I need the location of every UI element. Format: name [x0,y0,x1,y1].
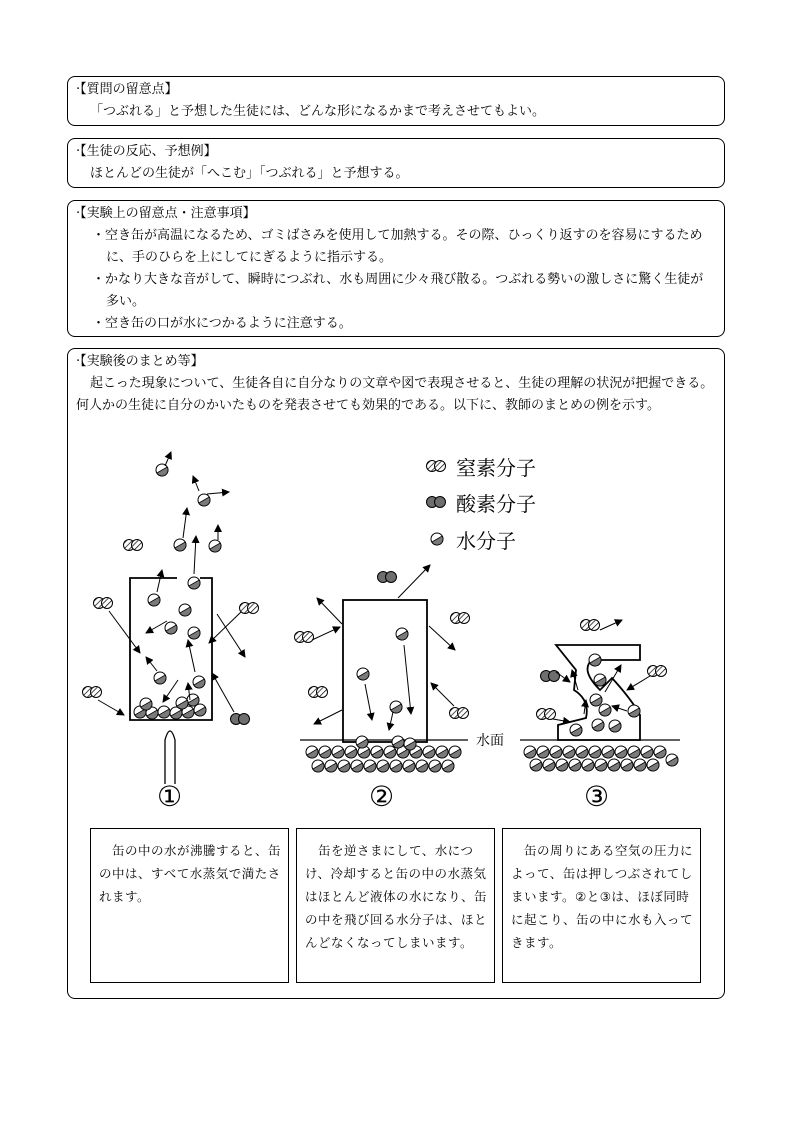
note-bullet-1: ・空き缶が高温になるため、ゴミばさみを使用して加熱する。その際、ひっくり返すのを容易にするために、手のひらを上にしてにぎるように指示する。 [92,228,703,265]
caption-3: 缶の周りにある空気の圧力によって、缶は押しつぶされてしまいます。②と③は、ほぼ同時に起こり、缶の中に水も入ってきます。 [502,828,701,983]
step-2-label: ② [369,780,395,813]
experiment-notes-header: ·【実験上の留意点・注意事項】 [76,206,256,221]
legend-oxygen-label: 酸素分子 [456,492,536,516]
panel-3-crushed-can [520,620,680,774]
step-3-label: ③ [584,780,610,813]
summary-text: 起こった現象について、生徒各自に自分なりの文章や図で表現させると、生徒の理解の状況が把握できる。何人かの生徒に自分のかいたものを発表させても効果的である。以下に、教師のまとめの例を示す。 [76,376,714,413]
note-bullet-3: ・空き缶の口が水につかるように注意する。 [92,316,352,331]
legend-water-icon [431,533,445,547]
panel-2-inverted-can [295,565,470,774]
student-reaction-text: ほとんどの生徒が「へこむ」「つぶれる」と予想する。 [90,166,409,181]
student-reaction-header: ·【生徒の反応、予想例】 [76,144,217,159]
note-bullet-2: ・かなり大きな音がして、瞬時につぶれ、水も周囲に少々飛び散る。つぶれる勢いの激しさに驚く生徒が多い。 [92,272,704,309]
step-1-label: ① [157,780,183,813]
legend-water-label: 水分子 [456,529,516,553]
legend-nitrogen-label: 窒素分子 [456,456,536,480]
summary-header: ·【実験後のまとめ等】 [76,354,204,369]
question-points-header: ·【質問の留意点】 [76,82,178,97]
legend [427,461,446,548]
question-points-text: 「つぶれる」と予想した生徒には、どんな形になるかまで考えさせてもよい。 [90,104,546,119]
panel-1-boiling-can [83,452,259,784]
caption-1: 缶の中の水が沸騰すると、缶の中は、すべて水蒸気で満たされます。 [90,828,289,983]
legend-oxygen-icon [427,497,446,508]
water-surface-label: 水面 [476,733,504,749]
legend-nitrogen-icon [427,461,446,472]
caption-2: 缶を逆さまにして、水につけ、冷却すると缶の中の水蒸気はほとんど液体の水になり、缶の中を飛び回る水分子は、ほとんどなくなってしまいます。 [296,828,495,983]
